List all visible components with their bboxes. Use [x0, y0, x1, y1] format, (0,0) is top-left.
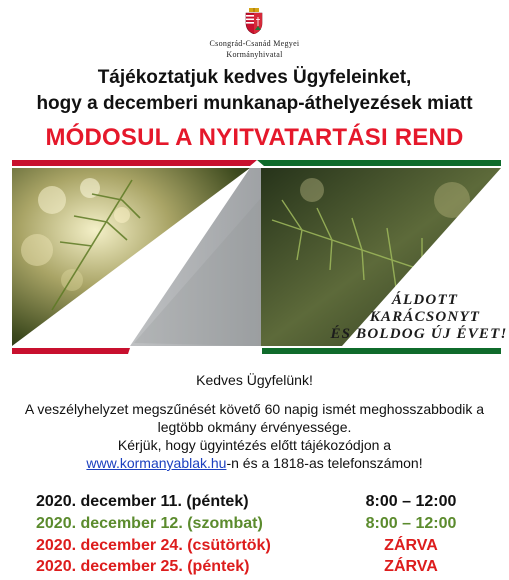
body-line1: A veszélyhelyzet megszűnését követő 60 napig ismét meghosszabbodik a [24, 401, 485, 417]
schedule-date: 2020. december 25. (péntek) [36, 558, 250, 575]
greeting-line2: KARÁCSONYT [369, 309, 481, 325]
body-line3: Kérjük, hogy ügyintézés előtt tájékozódjon a [117, 437, 392, 453]
coat-of-arms-icon [244, 8, 264, 34]
greeting-line3: ÉS BOLDOG ÚJ ÉVET! [330, 326, 508, 342]
schedule-date: 2020. december 24. (csütörtök) [36, 537, 271, 554]
salutation: Kedves Ügyfelünk! [196, 372, 313, 388]
schedule-row [0, 515, 509, 535]
schedule-row [0, 493, 509, 513]
schedule-hours: 8:00 – 12:00 [365, 493, 457, 510]
headline: MÓDOSUL A NYITVATARTÁSI REND [45, 124, 464, 151]
office-name-line1: Csongrád-Csanád Megyei [209, 39, 300, 48]
greeting-line1: ÁLDOTT [391, 292, 459, 308]
body-line4 [0, 455, 509, 471]
intro-line2: hogy a decemberi munkanap-áthelyezések miatt [36, 93, 473, 114]
schedule-hours: 8:00 – 12:00 [365, 515, 457, 532]
intro-line1: Tájékoztatjuk kedves Ügyfeleinket, [97, 67, 412, 88]
schedule-row [0, 537, 509, 557]
kormanyablak-link[interactable]: www.kormanyablak.hu [86, 455, 227, 471]
schedule-date: 2020. december 12. (szombat) [36, 515, 263, 532]
schedule-hours: ZÁRVA [384, 558, 438, 575]
body-line4-rest: -n és a 1818-as telefonszámon! [226, 455, 423, 471]
schedule-row [0, 558, 509, 578]
office-name-line2: Kormányhivatal [226, 50, 283, 59]
schedule-hours: ZÁRVA [384, 537, 438, 554]
schedule-date: 2020. december 11. (péntek) [36, 493, 249, 510]
body-line2: legtöbb okmány érvényessége. [157, 419, 352, 435]
